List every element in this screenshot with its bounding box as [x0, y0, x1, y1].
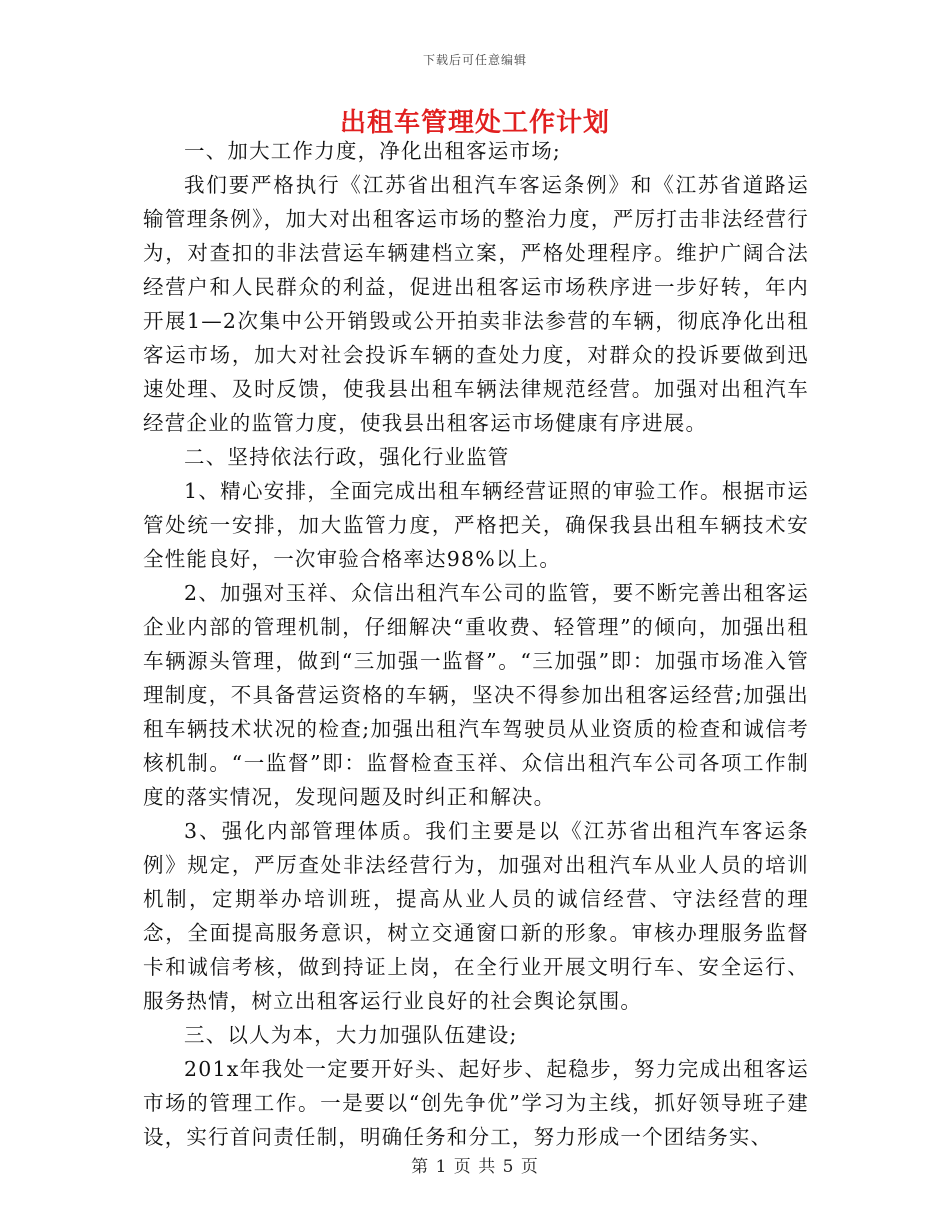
document-body	[143, 134, 809, 1154]
paragraph: 3、强化内部管理体质。我们主要是以《江苏省出租汽车客运条例》规定，严厉查处非法经营行为，加强对出租汽车从业人员的培训机制，定期举办培训班，提高从业人员的诚信经营、守法经营的理念，全面提高服务意识，树立交通窗口新的形象。审核办理服务监督卡和诚信考核，做到持证上岗，在全行业开展文明行车、安全运行、服务热情，树立出租客运行业良好的社会舆论氛围。	[143, 819, 809, 1013]
section-heading-1: 一、加大工作力度，净化出租客运市场;	[184, 139, 562, 163]
page-number-footer: 第 1 页 共 5 页	[411, 1157, 539, 1177]
header-note: 下载后可任意编辑	[422, 53, 527, 67]
paragraph: 2、加强对玉祥、众信出租汽车公司的监管，要不断完善出租客运企业内部的管理机制，仔细解决“重收费、轻管理”的倾向，加强出租车辆源头管理，做到“三加强一监督”。“三加强”即：加强市场准入管理制度，不具备营运资格的车辆，坚决不得参加出租客运经营;加强出租车辆技术状况的检查;加强出租汽车驾驶员从业资质的检查和诚信考核机制。“一监督”即：监督检查玉祥、众信出租汽车公司各项工作制度的落实情况，发现问题及时纠正和解决。	[143, 581, 809, 809]
section-heading-2: 二、坚持依法行政，强化行业监管	[184, 445, 510, 469]
paragraph: 我们要严格执行《江苏省出租汽车客运条例》和《江苏省道路运输管理条例》，加大对出租客运市场的整治力度，严厉打击非法经营行为，对查扣的非法营运车辆建档立案，严格处理程序。维护广阔合法经营户和人民群众的利益，促进出租客运市场秩序进一步好转，年内开展1—2次集中公开销毁或公开拍卖非法参营的车辆，彻底净化出租客运市场，加大对社会投诉车辆的查处力度，对群众的投诉要做到迅速处理、及时反馈，使我县出租车辆法律规范经营。加强对出租汽车经营企业的监管力度，使我县出租客运市场健康有序进展。	[143, 173, 809, 435]
paragraph: 201x年我处一定要开好头、起好步、起稳步，努力完成出租客运市场的管理工作。一是要以“创先争优”学习为主线，抓好领导班子建设，实行首问责任制，明确任务和分工，努力形成一个团结务实、	[143, 1057, 809, 1149]
page-title: 出租车管理处工作计划	[339, 108, 610, 138]
paragraph: 1、精心安排，全面完成出租车辆经营证照的审验工作。根据市运管处统一安排，加大监管力度，严格把关，确保我县出租车辆技术安全性能良好，一次审验合格率达98%以上。	[143, 479, 809, 571]
section-heading-3: 三、以人为本，大力加强队伍建设;	[184, 1023, 518, 1047]
